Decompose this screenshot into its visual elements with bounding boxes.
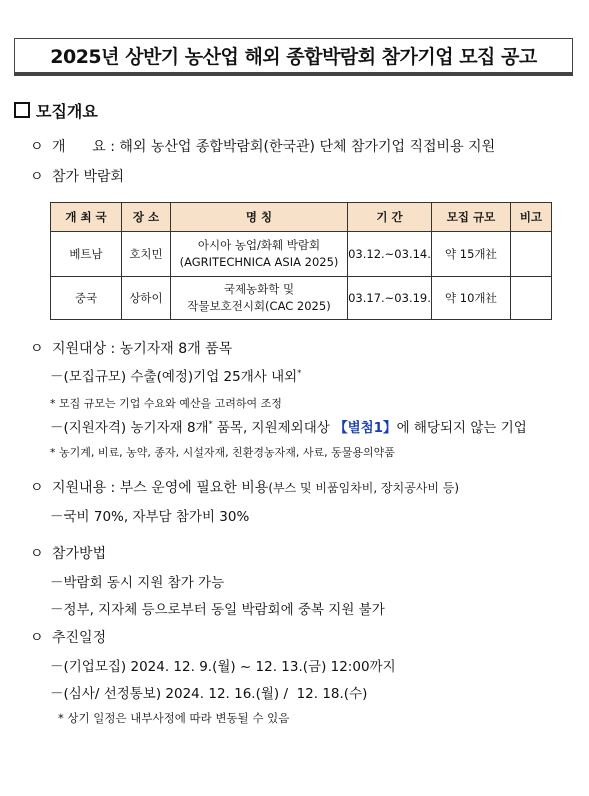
target-line: ㅇ 지원대상 : 농기자재 8개 품목 [30,338,232,358]
th-name: 명 칭 [171,203,348,232]
content-line: ㅇ 지원내용 : 부스 운영에 필요한 비용(부스 및 비품임차비, 장치공사비 등) [30,477,459,497]
target-qualification: －(지원자격) 농기자재 8개* 품목, 지원제외대상 【별첨1】에 해당되지 않는 기업 [50,419,527,436]
overview-line: ㅇ 개 요 : 해외 농산업 종합박람회(한국관) 단체 참가기업 직접비용 지원 [30,136,495,156]
schedule-item: －(심사/ 선정통보) 2024. 12. 16.(월) / 12. 18.(수) [50,686,368,702]
section-heading-overview: 모집개요 [14,99,98,122]
attachment-link[interactable]: 【별첨1】 [334,420,397,436]
page-title: 2025년 상반기 농산업 해외 종합박람회 참가기업 모집 공고 [14,38,573,76]
th-scale: 모집 규모 [432,203,511,232]
circle-bullet-icon: ㅇ [30,341,44,357]
target-note-2: * 농기계, 비료, 농약, 종자, 시설자재, 친환경농자재, 사료, 동물용의약품 [50,446,395,459]
method-item: －박람회 동시 지원 참가 가능 [50,575,225,591]
table-row: 중국 상하이 국제농화학 및 작물보호전시회(CAC 2025) 03.17.~03.19. 약 10개社 [51,277,552,320]
expo-heading: ㅇ 참가 박람회 [30,166,124,186]
circle-bullet-icon: ㅇ [30,630,44,646]
checkbox-square-icon [14,102,30,118]
content-ratio: －국비 70%, 자부담 참가비 30% [50,509,250,525]
table-header-row [51,203,552,232]
expo-table [50,202,552,320]
circle-bullet-icon: ㅇ [30,169,44,185]
th-note: 비고 [511,203,552,232]
schedule-item: －(기업모집) 2024. 12. 9.(월) ~ 12. 13.(금) 12:00까지 [50,659,396,675]
circle-bullet-icon: ㅇ [30,480,44,496]
table-row: 베트남 호치민 아시아 농업/화훼 박람회 (AGRITECHNICA ASIA 2025) 03.12.~03.14. 약 15개社 [51,232,552,277]
target-note-1: * 모집 규모는 기업 수요와 예산을 고려하여 조정 [50,397,282,410]
circle-bullet-icon: ㅇ [30,139,44,155]
th-country: 개 최 국 [51,203,122,232]
th-period: 기 간 [348,203,432,232]
target-scale: －(모집규모) 수출(예정)기업 25개사 내외* [50,368,302,385]
method-heading: ㅇ 참가방법 [30,543,106,563]
schedule-note: * 상기 일정은 내부사정에 따라 변동될 수 있음 [58,711,290,725]
circle-bullet-icon: ㅇ [30,546,44,562]
method-item: －정부, 지자체 등으로부터 동일 박람회에 중복 지원 불가 [50,602,385,618]
th-place: 장 소 [122,203,171,232]
schedule-heading: ㅇ 추진일정 [30,627,106,647]
